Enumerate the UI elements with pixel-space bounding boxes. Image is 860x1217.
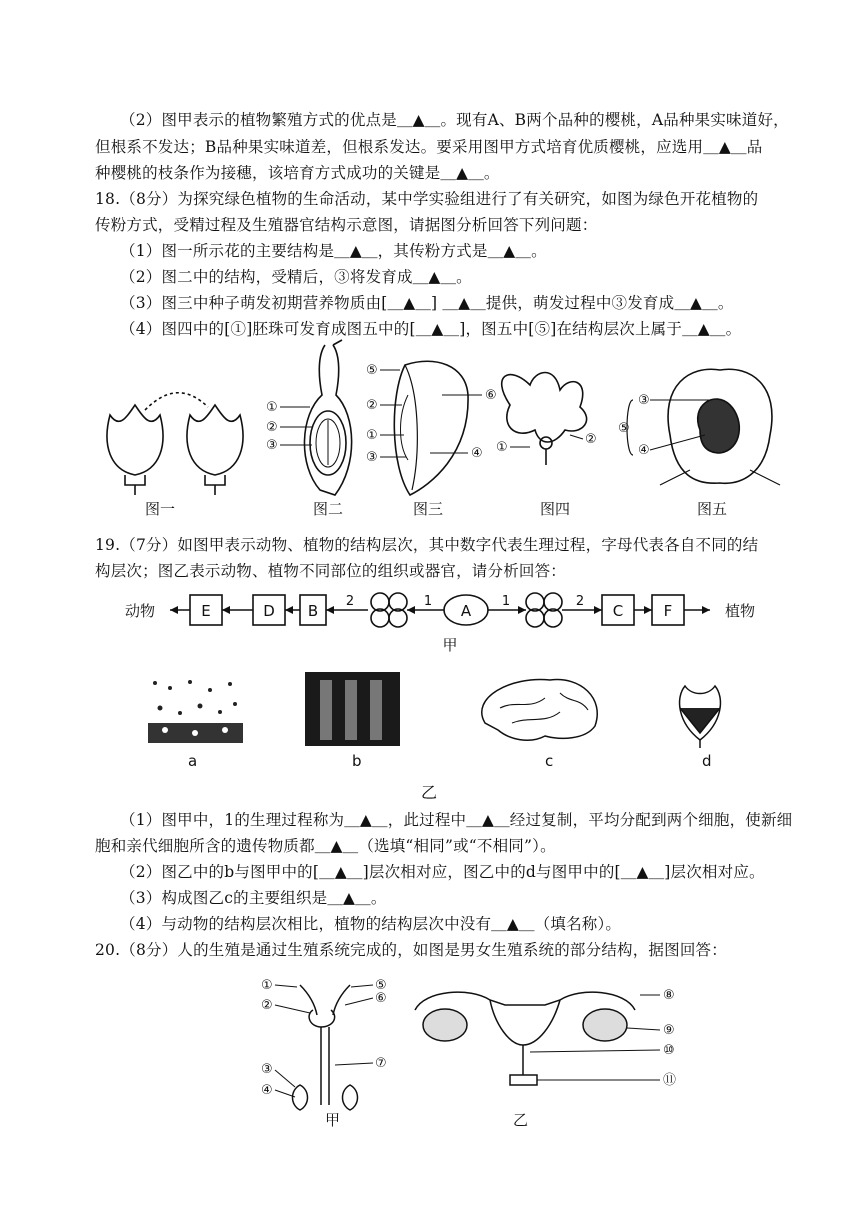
num-1-right: 1 — [501, 594, 511, 609]
fig4-label-1: ① — [496, 440, 508, 455]
fig2-label-3: ③ — [266, 438, 278, 453]
caption-fig4: 图四 — [540, 500, 571, 518]
fig2-label-1: ① — [266, 400, 278, 415]
box-F: F — [663, 602, 673, 620]
q18-sub-2: （2）图二中的结构，受精后，③将发育成＿▲＿。 — [120, 268, 472, 286]
q18-stem-1: 18.（8分）为探究绿色植物的生命活动，某中学实验组进行了有关研究，如图为绿色开花植物的 — [95, 190, 759, 208]
label-f10: ⑩ — [663, 1043, 675, 1058]
label-plant: 植物 — [724, 602, 756, 620]
q19-sub-4: （4）与动物的结构层次相比，植物的结构层次中没有＿▲＿（填名称）。 — [120, 915, 622, 933]
fig5-label-5: ⑤ — [618, 421, 630, 436]
label-f9: ⑨ — [663, 1023, 675, 1038]
label-m3: ③ — [261, 1062, 273, 1077]
box-A: A — [460, 602, 472, 620]
fig3-label-1: ① — [366, 428, 378, 443]
fig5-peach — [627, 369, 780, 485]
fig3-label-5: ⑤ — [366, 363, 378, 378]
female-system — [415, 992, 660, 1085]
fig4-flower — [502, 373, 587, 466]
q18-stem-2: 传粉方式，受精过程及生殖器官结构示意图，请据图分析回答下列问题： — [95, 216, 598, 234]
q19-stem-1: 19.（7分）如图甲表示动物、植物的结构层次，其中数字代表生理过程，字母代表各自不同的结 — [95, 536, 759, 554]
q19-diagram-jia — [110, 585, 790, 655]
male-system — [275, 985, 373, 1110]
num-1-left: 1 — [423, 594, 433, 609]
q19-stem-2: 构层次；图乙表示动物、植物不同部位的组织或器官，请分析回答： — [95, 562, 567, 580]
q18-sub-1: （1）图一所示花的主要结构是＿▲＿，其传粉方式是＿▲＿。 — [120, 242, 547, 260]
image-b — [305, 672, 400, 746]
q17-line-3: 种樱桃的枝条作为接穗，该培育方式成功的关键是＿▲＿。 — [95, 164, 500, 182]
label-m4: ④ — [261, 1083, 273, 1098]
box-E: E — [201, 602, 211, 620]
label-m5: ⑤ — [375, 978, 387, 993]
caption-fig1: 图一 — [145, 500, 176, 518]
fig3-label-3: ③ — [366, 450, 378, 465]
fig3-label-4: ④ — [471, 446, 483, 461]
label-f11: ⑪ — [663, 1073, 677, 1088]
image-a — [148, 676, 243, 744]
fig4-label-2: ② — [585, 432, 597, 447]
q19-sub-1b: 胞和亲代细胞所含的遗传物质都＿▲＿（选填“相同”或“不相同”）。 — [95, 837, 556, 855]
label-m6: ⑥ — [375, 991, 387, 1006]
fig2-label-2: ② — [266, 420, 278, 435]
q19-images-yi — [140, 668, 760, 748]
box-C: C — [612, 602, 624, 620]
label-image-a: a — [188, 752, 198, 770]
caption-fig2: 图二 — [313, 500, 344, 518]
q20-figures — [255, 965, 735, 1130]
q17-line-2: 但根系不发达；B品种果实味道差，但根系发达。要采用图甲方式培育优质樱桃，应选用＿▲＿品 — [95, 138, 763, 156]
fig5-label-3: ③ — [638, 393, 650, 408]
q18-sub-4: （4）图四中的[①]胚珠可发育成图五中的[＿▲＿]，图五中[⑤]在结构层次上属于＿▲＿。 — [120, 320, 742, 338]
caption-female: 乙 — [513, 1111, 529, 1129]
q18-figures — [90, 335, 790, 525]
q18-sub-3: （3）图三中种子萌发初期营养物质由[＿▲＿] ＿▲＿提供，萌发过程中③发育成＿▲＿。 — [120, 294, 734, 312]
label-image-c: c — [545, 752, 554, 770]
fig3-seed — [380, 361, 482, 495]
caption-yi: 乙 — [421, 783, 438, 802]
caption-fig5: 图五 — [697, 500, 728, 518]
image-c — [482, 680, 597, 741]
label-f8: ⑧ — [663, 988, 675, 1003]
label-m7: ⑦ — [375, 1056, 387, 1071]
q19-sub-2: （2）图乙中的b与图甲中的[＿▲＿]层次相对应，图乙中的d与图甲中的[＿▲＿]层次相对应。 — [120, 863, 765, 881]
box-B: B — [307, 602, 319, 620]
fig5-label-4: ④ — [638, 443, 650, 458]
label-animal: 动物 — [124, 602, 156, 620]
caption-fig3: 图三 — [413, 500, 444, 518]
caption-jia: 甲 — [442, 636, 458, 654]
label-m2: ② — [261, 998, 273, 1013]
num-2-left: 2 — [345, 594, 355, 609]
label-m1: ① — [261, 978, 273, 993]
fig3-label-2: ② — [366, 398, 378, 413]
label-image-d: d — [702, 752, 712, 770]
image-d — [680, 686, 721, 748]
box-D: D — [263, 602, 275, 620]
num-2-right: 2 — [575, 594, 585, 609]
q19-sub-1a: （1）图甲中，1的生理过程称为＿▲＿，此过程中＿▲＿经过复制，平均分配到两个细胞，使新细 — [120, 811, 793, 829]
fig3-label-6: ⑥ — [485, 388, 497, 403]
label-image-b: b — [352, 752, 362, 770]
q19-sub-3: （3）构成图乙c的主要组织是＿▲＿。 — [120, 889, 387, 907]
fig2-pistil — [280, 340, 352, 495]
q17-line-1: （2）图甲表示的植物繁殖方式的优点是＿▲＿。现有A、B两个品种的樱桃，A品种果实味道好， — [120, 111, 789, 129]
q20-stem: 20.（8分）人的生殖是通过生殖系统完成的，如图是男女生殖系统的部分结构，据图回答： — [95, 941, 727, 959]
caption-male: 甲 — [325, 1111, 341, 1129]
fig1-flowers — [107, 393, 243, 495]
